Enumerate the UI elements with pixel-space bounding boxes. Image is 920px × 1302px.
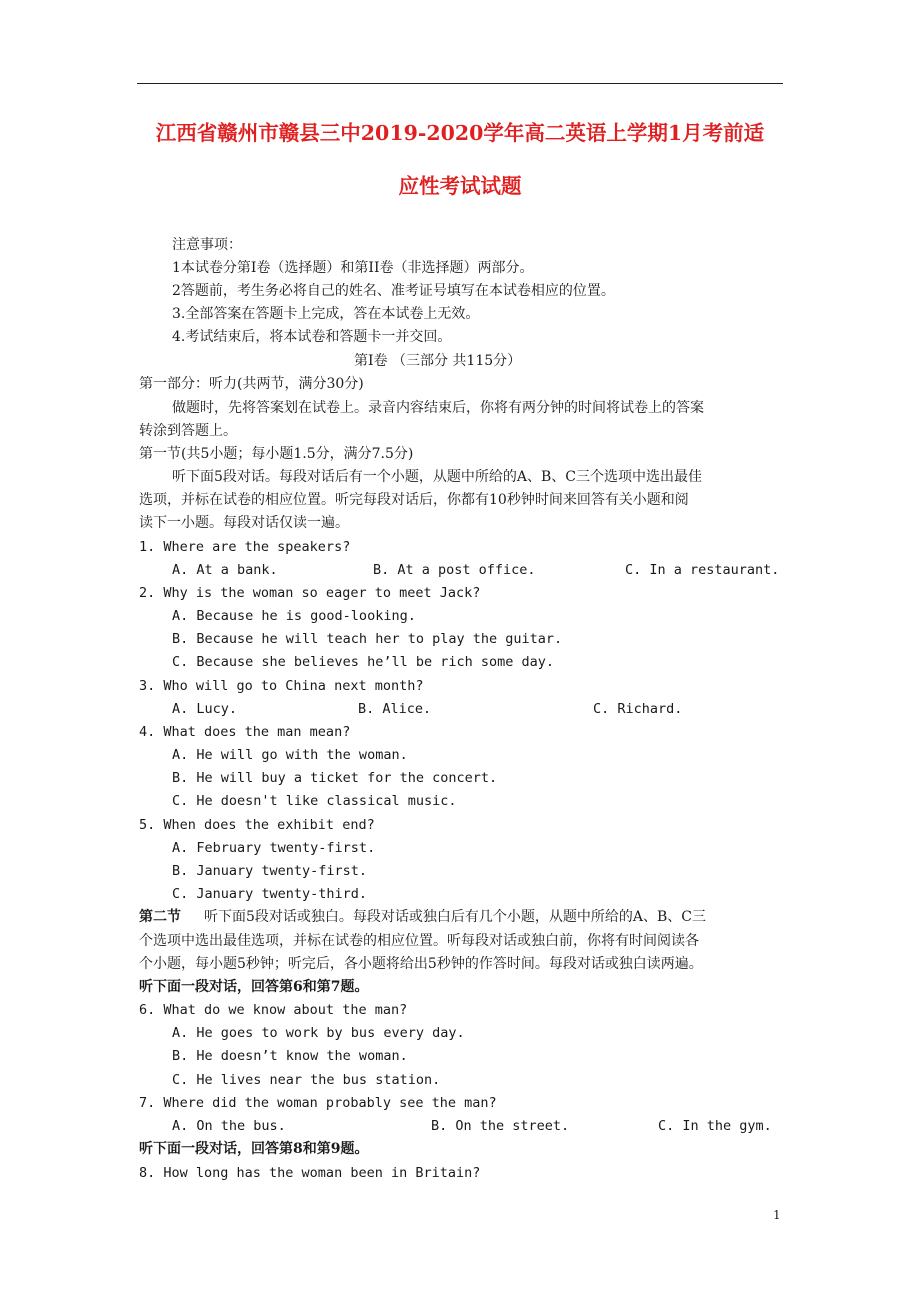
section1-intro: 读下一小题。每段对话仅读一遍。 [139,515,349,531]
section2-label: 第二节 [139,909,181,925]
q4-option-c: C. He doesn't like classical music. [172,793,457,809]
question-2: 2. Why is the woman so eager to meet Jack? [139,585,481,601]
part1-intro: 转涂到答题上。 [139,423,237,439]
q3-option-a: A. Lucy. [172,701,238,717]
q4-option-a: A. He will go with the woman. [172,747,408,763]
q1-option-b: B. At a post office. [373,562,536,578]
notice-heading: 注意事项： [172,237,242,253]
q2-option-a: A. Because he is good-looking. [172,608,416,624]
notice-item: 2答题前，考生务必将自己的姓名、准考证号填写在本试卷相应的位置。 [172,283,615,299]
q1-option-c: C. In a restaurant. [625,562,780,578]
question-5: 5. When does the exhibit end? [139,817,375,833]
header-rule [137,83,783,84]
q7-option-c: C. In the gym. [658,1118,772,1134]
q1-option-a: A. At a bank. [172,562,278,578]
q6-option-c: C. He lives near the bus station. [172,1072,441,1088]
question-8: 8. How long has the woman been in Britain? [139,1165,481,1181]
q2-option-c: C. Because she believes he’ll be rich some day. [172,654,555,670]
section2-intro: 个选项中选出最佳选项，并标在试卷的相应位置。听每段对话或独白前，你将有时间阅读各 [139,933,699,949]
q6-option-b: B. He doesn’t know the woman. [172,1048,408,1064]
question-1: 1. Where are the speakers? [139,539,351,555]
question-7: 7. Where did the woman probably see the man? [139,1095,497,1111]
q3-option-b: B. Alice. [358,701,432,717]
page-number: 1 [773,1208,781,1222]
q6-option-a: A. He goes to work by bus every day. [172,1025,465,1041]
question-3: 3. Who will go to China next month? [139,678,424,694]
part1-intro: 做题时，先将答案划在试卷上。录音内容结束后，你将有两分钟的时间将试卷上的答案 [172,400,704,416]
section1-intro: 听下面5段对话。每段对话后有一个小题，从题中所给的A、B、C三个选项中选出最佳 [172,469,703,485]
q5-option-b: B. January twenty-first. [172,863,368,879]
notice-item: 3.全部答案在答题卡上完成，答在本试卷上无效。 [172,306,480,322]
q3-option-c: C. Richard. [593,701,683,717]
section1-heading: 第一节(共5小题；每小题1.5分，满分7.5分) [139,446,414,462]
q2-option-b: B. Because he will teach her to play the guitar. [172,631,563,647]
volume-header: 第I卷 （三部分 共115分） [354,353,522,369]
q7-option-b: B. On the street. [431,1118,570,1134]
document-title-line-1: 江西省赣州市赣县三中2019-2020学年高二英语上学期1月考前适 [155,121,765,145]
document-title-line-2: 应性考试试题 [398,174,522,198]
section2-intro: 个小题，每小题5秒钟；听完后，各小题将给出5秒钟的作答时间。每段对话或独白读两遍。 [139,956,703,972]
part1-heading: 第一部分：听力(共两节，满分30分) [139,376,364,392]
section2-intro: 听下面5段对话或独白。每段对话或独白后有几个小题，从题中所给的A、B、C三 [204,909,707,925]
q5-option-c: C. January twenty-third. [172,886,368,902]
q7-option-a: A. On the bus. [172,1118,286,1134]
question-6: 6. What do we know about the man? [139,1002,408,1018]
q4-option-b: B. He will buy a ticket for the concert. [172,770,498,786]
section1-intro: 选项，并标在试卷的相应位置。听完每段对话后，你都有10秒钟时间来回答有关小题和阅 [139,492,689,508]
notice-item: 1本试卷分第I卷（选择题）和第II卷（非选择题）两部分。 [172,260,534,276]
notice-item: 4.考试结束后，将本试卷和答题卡一并交回。 [172,329,452,345]
dialog-heading: 听下面一段对话，回答第6和第7题。 [139,979,369,995]
q5-option-a: A. February twenty-first. [172,840,376,856]
dialog-heading: 听下面一段对话，回答第8和第9题。 [139,1141,369,1157]
question-4: 4. What does the man mean? [139,724,351,740]
